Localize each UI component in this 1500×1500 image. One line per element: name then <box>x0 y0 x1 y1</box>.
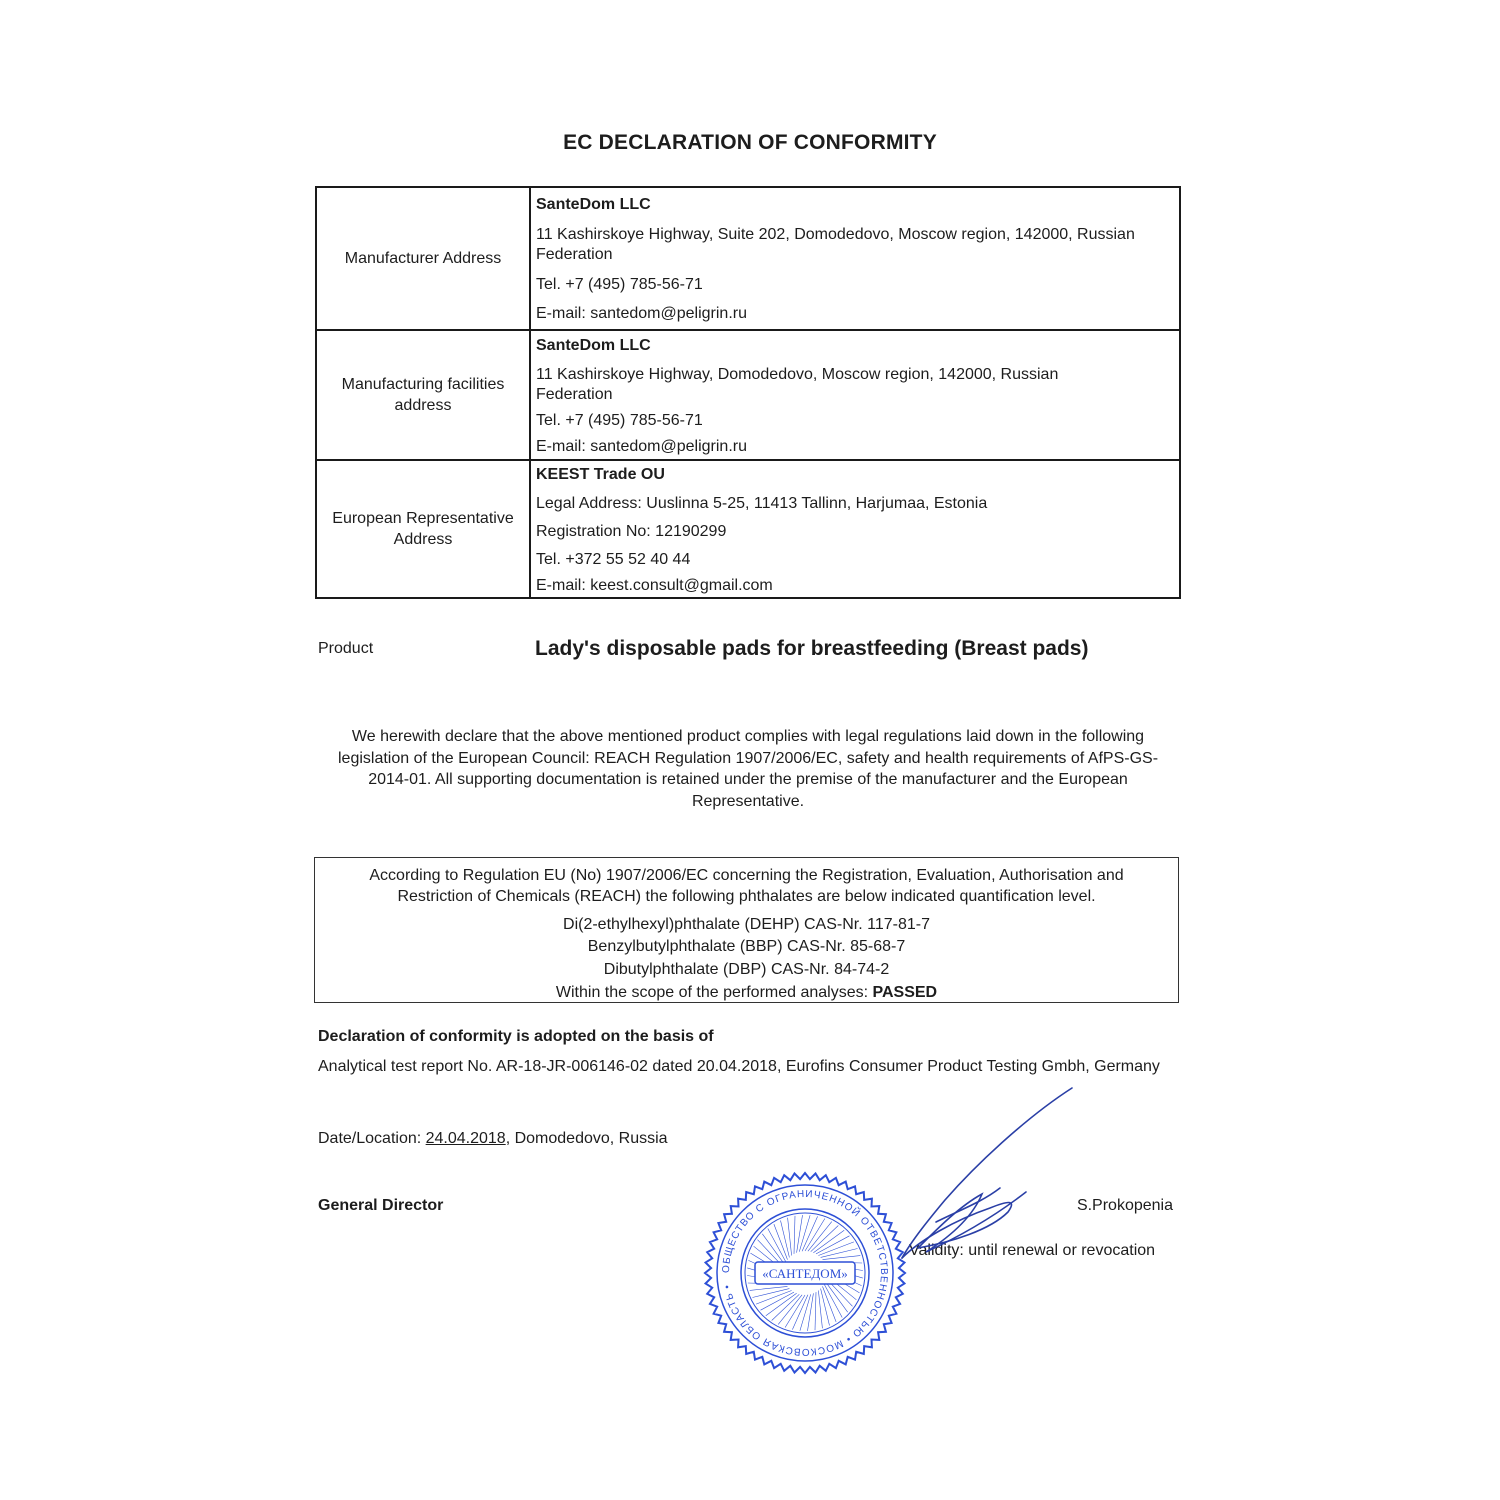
manufacturer-label: Manufacturer Address <box>317 188 531 329</box>
eu-representative-tel: Tel. +372 55 52 40 44 <box>536 551 691 568</box>
product-name: Lady's disposable pads for breastfeeding (Breast pads) <box>535 637 1089 660</box>
seal-ray <box>794 1216 795 1254</box>
reach-result-line <box>315 982 1178 1003</box>
manufacturer-details <box>536 188 1177 329</box>
eu-representative-legal-address: Legal Address: Uuslinna 5-25, 11413 Tallinn, Harjumaa, Estonia <box>536 495 988 512</box>
seal-ray <box>808 1222 832 1252</box>
seal-ray <box>781 1220 790 1257</box>
seal-ray <box>778 1295 802 1325</box>
seal-ray <box>797 1215 803 1253</box>
seal-ray <box>799 1215 810 1252</box>
manufacturer-tel: Tel. +7 (495) 785-56-71 <box>536 276 703 293</box>
phthalate-dbp: Dibutylphthalate (DBP) CAS-Nr. 84-74-2 <box>603 961 890 978</box>
basis-heading: Declaration of conformity is adopted on the basis of <box>318 1028 714 1045</box>
date-value: 24.04.2018 <box>425 1130 506 1147</box>
facilities-details <box>536 331 1177 459</box>
date-location-label: Date/Location: <box>318 1130 426 1147</box>
manufacturer-email: E-mail: santedom@peligrin.ru <box>536 305 747 322</box>
document-title: EC DECLARATION OF CONFORMITY <box>563 131 937 154</box>
facilities-company: SanteDom LLC <box>536 337 651 354</box>
eu-representative-company: KEEST Trade OU <box>536 466 665 483</box>
manufacturer-company: SanteDom LLC <box>536 196 651 213</box>
eu-representative-email: E-mail: keest.consult@gmail.com <box>536 577 773 594</box>
reach-result: PASSED <box>872 984 938 1001</box>
facilities-label: Manufacturing facilities address <box>317 331 531 459</box>
handwritten-signature <box>840 1080 1080 1300</box>
validity-text: Validity: until renewal or revocation <box>909 1242 1156 1259</box>
facilities-row <box>317 329 1179 459</box>
eu-representative-details <box>536 461 1177 597</box>
phthalate-bbp: Benzylbutylphthalate (BBP) CAS-Nr. 85-68-7 <box>587 938 906 955</box>
product-label: Product <box>318 640 374 657</box>
seal-ray <box>800 1294 811 1331</box>
manufacturer-row <box>317 188 1179 329</box>
reach-intro-line-2: Restriction of Chemicals (REACH) the following phthalates are below indicated quantification level. <box>397 888 1096 905</box>
seal-ray <box>788 1218 792 1256</box>
seal-ray <box>815 1292 816 1330</box>
phthalate-dehp: Di(2-ethylhexyl)phthalate (DEHP) CAS-Nr. 117-81-7 <box>563 916 930 933</box>
basis-text: Analytical test report No. AR-18-JR-006146-02 dated 20.04.2018, Eurofins Consumer Product Testing Gmbh, Germany <box>318 1058 1160 1075</box>
eu-representative-label: European Representative Address <box>317 461 531 597</box>
seal-ray <box>811 1226 839 1252</box>
eu-representative-registration: Registration No: 12190299 <box>536 523 727 540</box>
location-value: , Domodedovo, Russia <box>505 1130 668 1147</box>
manufacturer-address: 11 Kashirskoye Highway, Suite 202, Domodedovo, Moscow region, 142000, Russian Federation <box>536 226 1135 263</box>
seal-ray <box>818 1291 822 1329</box>
facilities-email: E-mail: santedom@peligrin.ru <box>536 438 747 455</box>
facilities-address: 11 Kashirskoye Highway, Domodedovo, Moscow region, 142000, Russian Federation <box>536 366 1059 403</box>
seal-ray <box>772 1294 800 1320</box>
parties-table <box>315 186 1181 599</box>
seal-ray <box>752 1289 789 1298</box>
seal-ray <box>808 1293 814 1331</box>
facilities-tel: Tel. +7 (495) 785-56-71 <box>536 412 703 429</box>
signature-stroke-3 <box>918 1192 1026 1252</box>
signatory-name: S.Prokopenia <box>1076 1197 1173 1214</box>
seal-ray <box>821 1289 830 1326</box>
date-location <box>318 1130 668 1148</box>
seal-ray <box>750 1286 788 1290</box>
seal-ring-text: ОБЩЕСТВО С ОГРАНИЧЕННОЙ ОТВЕТСТВЕННОСТЬЮ • МОСКОВСКАЯ ОБЛАСТЬ • <box>720 1188 890 1358</box>
reach-intro-line-1: According to Regulation EU (No) 1907/2006/EC concerning the Registration, Evaluation, Authorisation and <box>369 867 1124 884</box>
signature-stroke-1 <box>902 1088 1072 1258</box>
eu-representative-row <box>317 459 1179 597</box>
reach-result-prefix: Within the scope of the performed analyses: <box>555 984 873 1001</box>
signatory-title: General Director <box>318 1197 444 1214</box>
declaration-text: We herewith declare that the above mentioned product complies with legal regulations laid down in the following legislation of the European Council: REACH Regulation 1907/2006/EC, safety and health requirements of AfPS-GS-2014-01. All supporting documentation is retained under the premise of the manufacturer and the European Representative. <box>337 728 1159 810</box>
reach-box <box>314 857 1179 1003</box>
seal-center-text: «САНТЕДОМ» <box>762 1266 848 1281</box>
